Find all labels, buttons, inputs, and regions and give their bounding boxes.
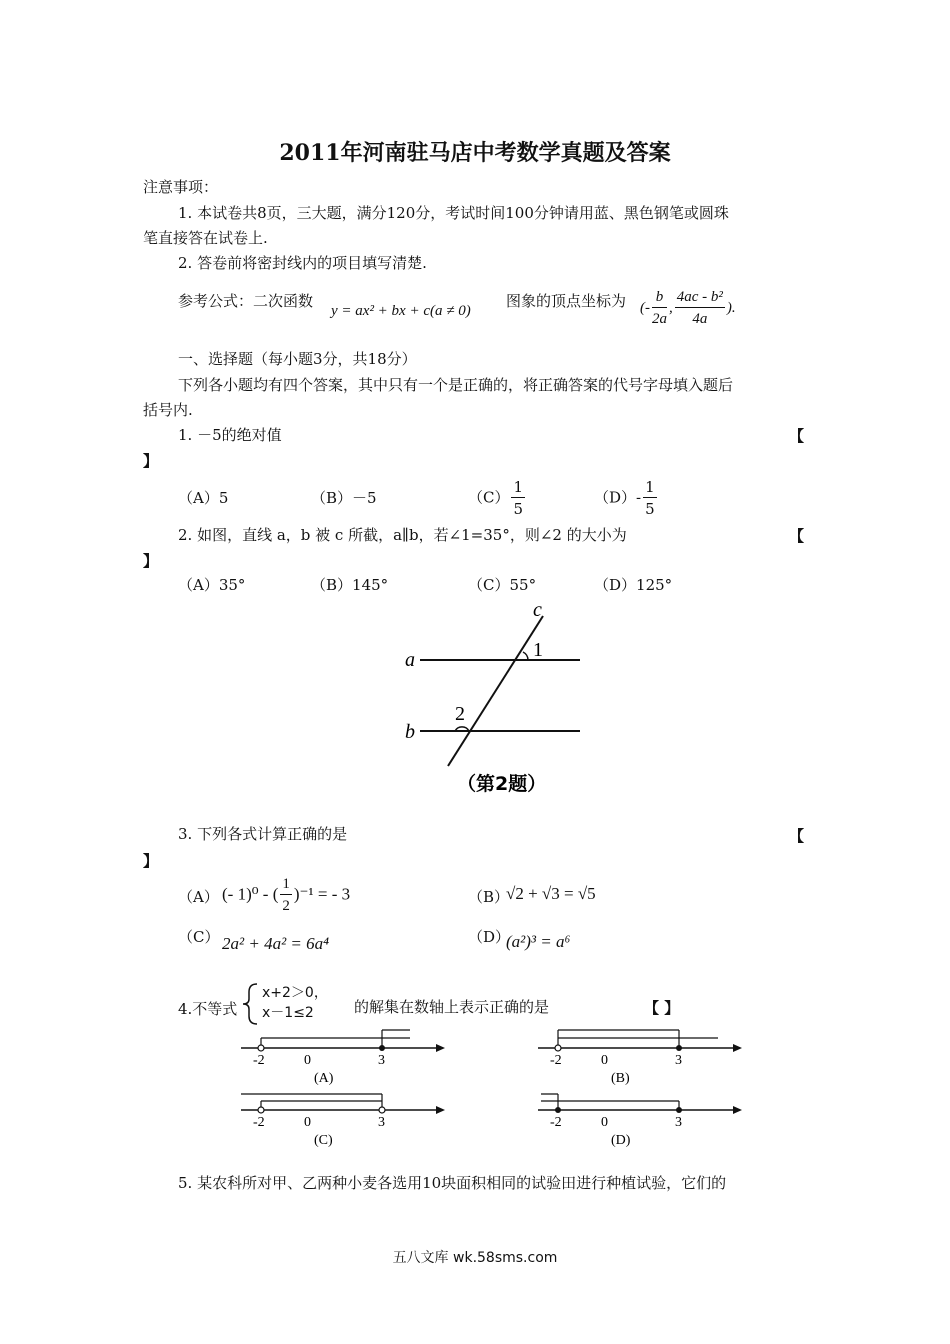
- notice-item-2: 2. 答卷前将密封线内的项目填写清楚.: [178, 254, 427, 272]
- question-1-option-d-sign: -: [636, 488, 642, 507]
- vertex-fraction-1-num: b: [652, 287, 667, 308]
- question-2-option-d: （D）125°: [594, 576, 673, 594]
- question-2-stem: 2. 如图，直线 a，b 被 c 所截，a∥b，若∠1=35°，则∠2 的大小为: [178, 526, 627, 544]
- question-1-option-d-label: （D）: [594, 488, 637, 507]
- question-1-option-a: （A）5: [178, 489, 229, 507]
- tick-0: 0: [601, 1053, 608, 1068]
- line-c: [448, 616, 543, 766]
- vertex-comma: ,: [669, 299, 673, 316]
- question-1-bracket-close: 】: [143, 452, 159, 470]
- question-3-option-a-fraction: [280, 874, 292, 917]
- vertex-fraction-2-den: 4a: [692, 311, 708, 327]
- question-3-option-a-label: （A）: [178, 888, 219, 906]
- question-3-stem: 3. 下列各式计算正确的是: [178, 825, 348, 843]
- question-3-option-a-num: 1: [280, 874, 292, 895]
- label-c: (C): [314, 1133, 333, 1148]
- question-1-option-c-fraction: [511, 477, 525, 520]
- question-3-option-a-den: 2: [282, 898, 290, 914]
- vertex-open: (-: [640, 299, 650, 316]
- question-1-option-c-num: 1: [513, 478, 524, 496]
- question-3-bracket-close: 】: [143, 852, 159, 870]
- vertex-fraction-1: [652, 287, 667, 330]
- tick-neg2: -2: [550, 1115, 562, 1130]
- inequality-1: x+2＞0，: [262, 985, 328, 1001]
- question-3-option-a-expr: [222, 874, 350, 917]
- question-1-option-d-den: 5: [645, 500, 655, 518]
- label-b: (B): [611, 1071, 630, 1086]
- question-2-option-b: （B）145°: [311, 576, 389, 594]
- question-1-option-c: [468, 477, 527, 520]
- question-3-option-d-expr: (a²)³ = a⁶: [506, 932, 571, 951]
- question-3-option-c-expr: 2a² + 4a² = 6a⁴: [222, 934, 330, 953]
- question-5-stem: 5. 某农科所对甲、乙两种小麦各选用10块面积相同的试验田进行种植试验，它们的: [178, 1174, 727, 1192]
- angle-1-arc: [523, 652, 528, 660]
- question-4-bracket: 【 】: [644, 999, 680, 1017]
- system-brace: [241, 982, 261, 1026]
- tick-0: 0: [601, 1115, 608, 1130]
- question-1-option-c-label: （C）: [468, 488, 510, 507]
- label-a: a: [405, 649, 415, 671]
- notice-item-1-line-2: 笔直接答在试卷上.: [143, 229, 268, 247]
- question-3-bracket-open: 【: [789, 827, 805, 845]
- question-3-option-b-label: （B）: [468, 888, 510, 906]
- question-3-option-c-label: （C）: [178, 928, 220, 946]
- question-1-stem: 1. －5的绝对值: [178, 426, 282, 444]
- footer-watermark: 五八文库 wk.58sms.com: [392, 1250, 558, 1266]
- question-3-option-a-pre: (- 1)⁰ - (: [222, 884, 279, 904]
- question-1-option-d-fraction: [643, 477, 657, 520]
- question-1-option-d: [594, 477, 659, 520]
- tick-3: 3: [675, 1115, 682, 1130]
- label-a: (A): [314, 1071, 334, 1086]
- vertex-fraction-2-num: 4ac - b²: [675, 287, 725, 308]
- vertex-fraction-1-den: 2a: [652, 311, 667, 327]
- formula-prefix: 参考公式：二次函数: [178, 292, 314, 310]
- number-line-d: [533, 1088, 745, 1150]
- angle-1-label: 1: [533, 639, 543, 661]
- angle-2-label: 2: [455, 703, 465, 725]
- tick-0: 0: [304, 1115, 311, 1130]
- tick-neg2: -2: [253, 1115, 265, 1130]
- notice-item-1-line-1: 1. 本试卷共8页，三大题，满分120分，考试时间100分钟请用蓝、黑色钢笔或圆珠: [178, 204, 729, 222]
- inequality-2: x－1≤2: [262, 1005, 314, 1021]
- question-3-option-a-post: )⁻¹ = - 3: [293, 884, 351, 904]
- question-1-option-c-den: 5: [513, 500, 524, 518]
- tick-0: 0: [304, 1053, 311, 1068]
- figure-caption: （第2题）: [457, 773, 547, 795]
- tick-3: 3: [378, 1115, 385, 1130]
- question-2-bracket-close: 】: [143, 552, 159, 570]
- tick-3: 3: [378, 1053, 385, 1068]
- section-1-heading: 一、选择题（每小题3分，共18分）: [178, 350, 417, 368]
- tick-neg2: -2: [550, 1053, 562, 1068]
- section-1-intro-line-2: 括号内.: [143, 401, 193, 419]
- formula-mid: 图象的顶点坐标为: [506, 292, 627, 310]
- vertex-close: ).: [726, 299, 736, 316]
- tick-3: 3: [675, 1053, 682, 1068]
- vertex-fraction-2: [675, 287, 725, 330]
- label-d: (D): [611, 1133, 631, 1148]
- number-line-c: [236, 1088, 448, 1150]
- quadratic-formula: y = ax² + bx + c(a ≠ 0): [331, 303, 471, 319]
- question-1-option-d-num: 1: [645, 478, 655, 496]
- question-1-option-b: （B）－5: [311, 489, 377, 507]
- notice-heading: 注意事项：: [143, 178, 219, 196]
- label-b: b: [405, 721, 415, 743]
- question-4-prefix: 4.不等式: [178, 1000, 238, 1018]
- vertex-coordinates: [640, 287, 736, 330]
- question-1-bracket-open: 【: [789, 427, 805, 445]
- number-line-b: [533, 1024, 745, 1086]
- question-2-option-a: （A）35°: [178, 576, 246, 594]
- question-2-figure: [395, 598, 595, 806]
- question-4-suffix: 的解集在数轴上表示正确的是: [354, 998, 550, 1016]
- question-3-option-d-label: （D）: [468, 928, 511, 946]
- tick-neg2: -2: [253, 1053, 265, 1068]
- label-c: c: [533, 599, 542, 621]
- page-title: 2011年河南驻马店中考数学真题及答案: [279, 140, 671, 166]
- question-3-option-b-expr: √2 + √3 = √5: [506, 884, 596, 903]
- section-1-intro-line-1: 下列各小题均有四个答案，其中只有一个是正确的，将正确答案的代号字母填入题后: [178, 376, 734, 394]
- question-2-option-c: （C）55°: [468, 576, 537, 594]
- question-2-bracket-open: 【: [789, 527, 805, 545]
- number-line-a: [236, 1024, 448, 1086]
